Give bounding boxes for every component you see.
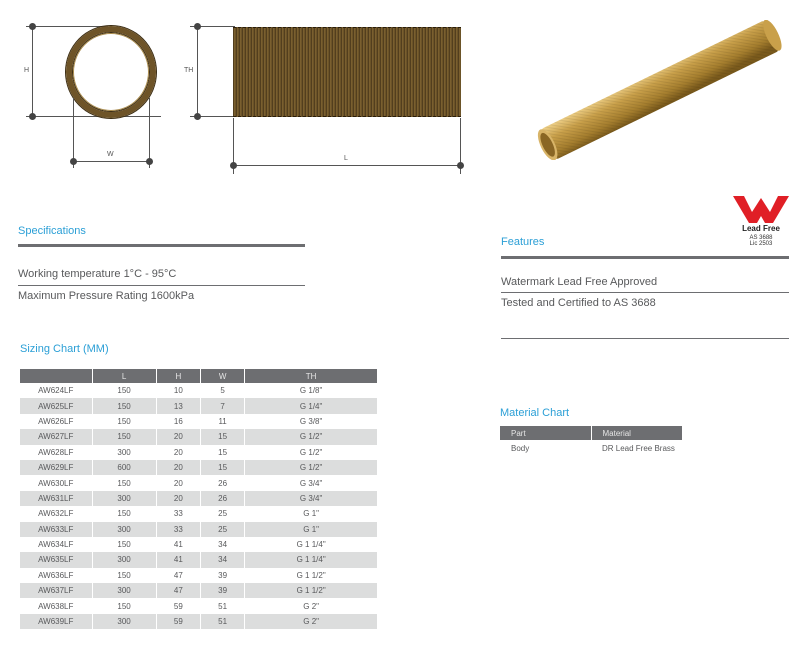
pipe-end-ring [66,26,156,118]
cell-width: 39 [200,568,244,583]
cell-width: 25 [200,506,244,521]
cell-width: 51 [200,614,244,629]
table-row [20,491,377,506]
table-row [20,522,377,537]
cell-thread: G 1/8" [245,383,377,398]
header-thread: TH [245,369,377,383]
cell-model: AW638LF [38,601,74,611]
cell-height: 33 [156,522,200,537]
cell-length: 150 [92,506,156,521]
table-row [20,398,377,413]
header-model [20,369,92,383]
header-material: Material [591,426,682,440]
cell-height: 33 [156,506,200,521]
table-row [20,506,377,521]
table-row [20,460,377,475]
header-length: L [92,369,156,383]
features-title: Features [501,236,545,248]
table-row [20,537,377,552]
table-row [20,614,377,629]
cell-model: AW625LF [20,398,92,413]
cell-length: 150 [92,398,156,413]
cell-width: 15 [200,445,244,460]
cell-model: AW636LF [38,570,74,580]
cell-model: AW639LF [20,614,92,629]
cell-model: AW630LF [38,478,74,488]
cell-height: 13 [156,398,200,413]
table-row [20,445,377,460]
cell-thread: G 1 1/2" [245,583,377,598]
cell-length: 150 [92,598,156,613]
cell-length: 300 [92,491,156,506]
cell-height: 20 [156,445,200,460]
cell-model: AW632LF [38,509,74,519]
header-height: H [156,369,200,383]
cell-thread: G 1 1/4" [245,552,377,567]
table-row [20,414,377,429]
cell-model: AW624LF [38,386,74,396]
cell-model: AW629LF [20,460,92,475]
header-part: Part [500,426,591,440]
cell-part: Body [511,443,530,453]
cell-height: 20 [156,475,200,490]
brass-pipe-image [520,20,796,160]
table-row [500,440,682,456]
cell-thread: G 2" [245,614,377,629]
cell-thread: G 1/2" [245,429,377,444]
cell-thread: G 3/4" [245,491,377,506]
cell-height: 47 [156,583,200,598]
table-row [20,429,377,444]
header-width: W [200,369,244,383]
cell-material: DR Lead Free Brass [602,443,675,453]
cell-height: 10 [156,383,200,398]
feature-certified: Tested and Certified to AS 3688 [501,297,656,309]
table-header-row [500,426,682,440]
material-chart-title: Material Chart [500,407,570,419]
cell-width: 15 [200,460,244,475]
cell-height: 41 [156,537,200,552]
watermark-w-logo-icon [733,194,789,224]
watermark-standard: AS 3688 [749,235,773,241]
cell-model: AW633LF [20,522,92,537]
cell-height: 16 [156,414,200,429]
cell-model: AW626LF [38,416,74,426]
cell-height: 41 [156,552,200,567]
length-label: L [344,155,348,162]
table-row [20,568,377,583]
table-row [20,552,377,567]
spec-max-pressure: Maximum Pressure Rating 1600kPa [18,290,195,302]
feature-watermark: Watermark Lead Free Approved [501,276,658,288]
cell-width: 5 [200,383,244,398]
cell-model: AW634LF [38,540,74,550]
cell-width: 51 [200,598,244,613]
cell-length: 150 [92,414,156,429]
table-header-row [20,369,377,383]
cell-height: 20 [156,460,200,475]
cell-model: AW635LF [20,552,92,567]
lead-free-label: Lead Free [742,224,780,233]
cell-thread: G 1" [245,506,377,521]
cell-thread: G 1 1/2" [245,568,377,583]
cell-thread: G 1 1/4" [245,537,377,552]
spec-divider [18,285,305,286]
cell-length: 150 [92,383,156,398]
cell-length: 300 [92,522,156,537]
cell-width: 34 [200,552,244,567]
cell-model: AW637LF [20,583,92,598]
cell-length: 150 [92,429,156,444]
cell-length: 150 [92,475,156,490]
cell-thread: G 3/8" [245,414,377,429]
cell-length: 600 [92,460,156,475]
cell-length: 300 [92,552,156,567]
cell-thread: G 1" [245,522,377,537]
cell-height: 47 [156,568,200,583]
cell-width: 25 [200,522,244,537]
cell-width: 26 [200,491,244,506]
feature-bottom-divider [501,338,789,339]
table-row [20,598,377,613]
cell-height: 20 [156,429,200,444]
height-label: H [24,67,30,74]
cell-thread: G 1/2" [245,445,377,460]
cell-thread: G 2" [245,598,377,613]
cell-width: 34 [200,537,244,552]
cell-height: 59 [156,598,200,613]
cell-length: 300 [92,583,156,598]
table-row [20,583,377,598]
specifications-divider [18,244,305,247]
spec-working-temperature: Working temperature 1°C - 95°C [18,268,177,280]
cell-length: 150 [92,568,156,583]
cell-model: AW631LF [20,491,92,506]
width-label: W [107,151,114,158]
cell-model: AW628LF [38,447,74,457]
cell-width: 15 [200,429,244,444]
cell-width: 7 [200,398,244,413]
cell-height: 59 [156,614,200,629]
cell-length: 150 [92,537,156,552]
feature-divider [501,292,789,293]
specifications-title: Specifications [18,225,86,237]
sizing-chart-title: Sizing Chart (MM) [20,343,109,355]
cell-width: 11 [200,414,244,429]
sizing-chart-table [20,369,377,629]
cell-thread: G 1/2" [245,460,377,475]
cell-width: 26 [200,475,244,490]
cell-thread: G 3/4" [245,475,377,490]
table-row [20,383,377,398]
thread-height-label: TH [184,67,194,74]
cell-model: AW627LF [20,429,92,444]
cell-thread: G 1/4" [245,398,377,413]
features-divider [501,256,789,259]
threaded-pipe-side [233,27,461,117]
table-row [20,475,377,490]
cell-length: 300 [92,445,156,460]
cell-height: 20 [156,491,200,506]
cell-width: 39 [200,583,244,598]
cell-length: 300 [92,614,156,629]
material-chart-table [500,426,682,456]
watermark-licence: Lic 2503 [749,241,773,247]
